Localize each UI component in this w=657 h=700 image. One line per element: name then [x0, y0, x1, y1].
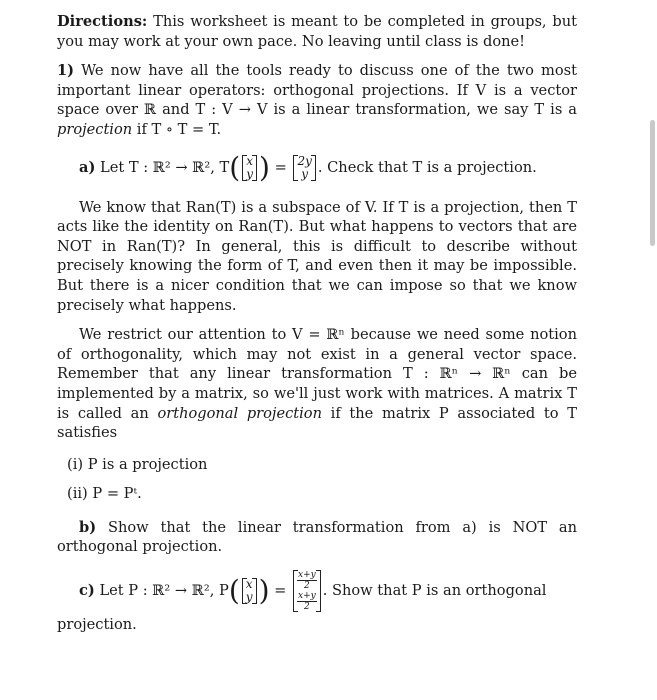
- problem1-intro: [57, 61, 577, 139]
- part-a-line: [79, 148, 577, 188]
- condition-i: (i) P is a projection: [67, 455, 208, 473]
- range-paragraph: We know that Ran(T) is a subspace of V. If T is a projection, then T acts like the identity on Ran(T). But what happens to vectors that are NOT in Ran(T)? In general, this is difficult to describe without precisely knowing the form of T, and even then it may be impossible. But there is a nicer condition that we can impose so that we know precisely what happens.: [57, 198, 577, 314]
- part-b-paragraph: [57, 518, 577, 557]
- part-c-input-vector: [242, 578, 257, 604]
- part-a-output-bottom: y: [301, 166, 309, 181]
- part-c-output-vector: [293, 570, 321, 612]
- directions-text: This worksheet is meant to be completed in groups, but you may work at your own pace. No leaving until class is done!: [57, 13, 577, 50]
- part-c-input-top: x: [245, 577, 253, 592]
- projection-term: projection: [57, 120, 133, 138]
- part-c-output-top: $\frac{x+y}{2}$: [298, 570, 316, 592]
- problem1-intro-b: if T ∘ T = T.: [132, 120, 222, 138]
- restrict-text-a: We restrict our attention to V = ℝⁿ because we need some notion of orthogonality, which may not exist in a general vector space. Remember that any linear transformation T : ℝⁿ → ℝⁿ can be implemented by a matrix, so we'll just work with matrices. A matrix T is called an: [57, 326, 577, 422]
- part-c-lead: Let P : ℝ² → ℝ², P: [99, 582, 229, 600]
- left-paren: (: [228, 574, 240, 608]
- part-a-input-vector: [242, 155, 257, 181]
- part-b-text: Show that the linear transformation from a) is NOT an orthogonal projection.: [57, 518, 577, 556]
- part-a-output-vector: [293, 155, 315, 181]
- part-c-input-bottom: y: [245, 590, 253, 605]
- part-b-label: b): [79, 518, 97, 536]
- part-a-lead: Let T : ℝ² → ℝ², T: [100, 158, 230, 176]
- problem1-intro-a: We now have all the tools ready to discuss one of the two most important linear operators: orthogonal projections. If V is a vector space over ℝ and T : V → V is a linear transformation, we say T is a: [57, 62, 577, 119]
- orthogonal-projection-term: orthogonal projection: [157, 404, 322, 422]
- part-a-tail: . Check that T is a projection.: [317, 158, 537, 176]
- right-paren: ): [258, 574, 270, 608]
- restrict-paragraph: [57, 325, 577, 443]
- problem1-number: 1): [57, 62, 75, 80]
- part-a-output-top: 2y: [297, 153, 312, 168]
- part-c-line: [79, 569, 577, 613]
- part-a-equals: =: [274, 158, 287, 176]
- part-c-equals: =: [274, 582, 287, 600]
- part-c-label: c): [79, 582, 95, 600]
- part-c-tail: . Show that P is an orthogonal: [322, 582, 547, 600]
- condition-ii: (ii) P = Pᵗ.: [67, 485, 142, 503]
- part-a-input-top: x: [246, 153, 253, 168]
- part-a-label: a): [79, 158, 96, 176]
- directions-label: Directions:: [57, 13, 148, 30]
- part-c-output-bottom: $\frac{x+y}{2}$: [298, 591, 316, 613]
- left-paren: (: [229, 150, 241, 184]
- worksheet-page: [57, 10, 577, 635]
- part-a-input-bottom: y: [246, 166, 253, 181]
- part-c-continuation: projection.: [57, 616, 137, 634]
- scrollbar[interactable]: [650, 120, 655, 246]
- restrict-text-b: if the matrix P associated to T satisfies: [57, 404, 577, 442]
- right-paren: ): [258, 150, 270, 184]
- directions-paragraph: [57, 12, 577, 51]
